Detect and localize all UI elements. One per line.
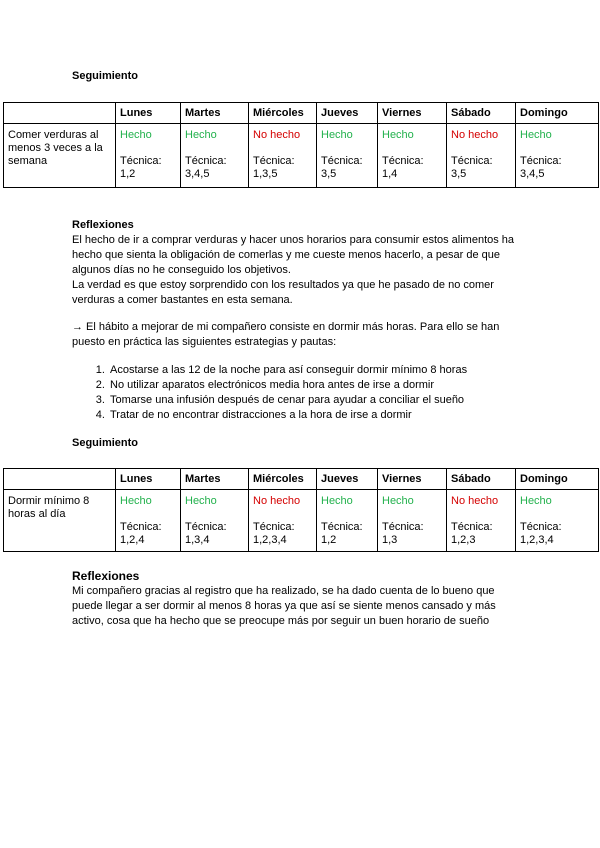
technique-value: 3,4,5 [185,168,210,180]
text-line: → El hábito a mejorar de mi compañero consiste en dormir más horas. Para ello se han [72,321,500,333]
day-header: Domingo [516,469,599,490]
day-cell [447,490,516,552]
day-cell [116,490,181,552]
day-cell [378,490,447,552]
list-item: 2. No utilizar aparatos electrónicos media hora antes de irse a dormir [108,378,568,393]
technique-value: 3,5 [451,168,467,180]
text-line: activo, cosa que ha hecho que se preocupe más por seguir un buen horario de sueño [72,615,490,627]
technique-value: 1,2,3,4 [520,534,554,546]
text-line: hecho que sienta la obligación de comerlas y me cueste menos hacerlo, a pesar de que [72,249,501,261]
technique-label: Técnica: [382,155,424,167]
list-item: 1. Acostarse a las 12 de la noche para así conseguir dormir mínimo 8 horas [108,363,568,378]
day-cell [516,124,599,188]
technique-label: Técnica: [120,155,162,167]
day-cell [181,490,249,552]
text-line: verduras a comer bastantes en esta semana. [72,294,293,306]
status-text: Hecho [382,495,414,507]
table-header-row [4,469,599,490]
day-header: Jueves [317,469,378,490]
text-line: puede llegar a ser dormir al menos 8 horas ya que así se siente menos cansado y más [72,600,496,612]
text-line: El hecho de ir a comprar verduras y hacer unos horarios para consumir estos alimentos ha [72,234,515,246]
reflection-paragraph [72,584,532,629]
status-text: No hecho [451,495,499,507]
technique-label: Técnica: [321,155,363,167]
status-text: Hecho [120,129,152,141]
status-text: Hecho [321,129,353,141]
header-empty-cell [4,469,116,490]
technique-label: Técnica: [520,155,562,167]
table-row [4,124,599,188]
status-text: Hecho [185,495,217,507]
technique-value: 1,2 [120,168,136,180]
text-line: puesto en práctica las siguientes estrategias y pautas: [72,336,337,348]
day-cell [116,124,181,188]
technique-label: Técnica: [253,155,295,167]
technique-value: 1,3 [382,534,398,546]
day-cell [317,490,378,552]
status-text: Hecho [321,495,353,507]
reflection-heading: Reflexiones [72,569,140,583]
reflection-heading: Reflexiones [72,219,134,231]
status-text: Hecho [382,129,414,141]
technique-value: 1,2,3,4 [253,534,287,546]
day-header: Miércoles [249,103,317,124]
technique-label: Técnica: [520,521,562,533]
technique-label: Técnica: [451,521,493,533]
status-text: Hecho [520,129,552,141]
header-empty-cell [4,103,116,124]
technique-value: 1,2 [321,534,337,546]
technique-label: Técnica: [185,155,227,167]
day-header: Domingo [516,103,599,124]
day-header: Martes [181,469,249,490]
text-line: algunos días no he conseguido los objetivos. [72,264,291,276]
technique-label: Técnica: [120,521,162,533]
table-header-row [4,103,599,124]
status-text: Hecho [120,495,152,507]
habit-cell: Comer verduras al menos 3 veces a la semana [4,124,116,188]
technique-value: 1,3,4 [185,534,210,546]
day-header: Viernes [378,469,447,490]
day-header: Lunes [116,469,181,490]
status-text: No hecho [253,129,301,141]
day-header: Sábado [447,103,516,124]
day-header: Miércoles [249,469,317,490]
day-header: Lunes [116,103,181,124]
technique-value: 3,5 [321,168,337,180]
technique-value: 1,2,3 [451,534,476,546]
status-text: Hecho [185,129,217,141]
status-text: No hecho [253,495,301,507]
day-cell [249,490,317,552]
tracking-table-2 [3,468,599,552]
day-header: Sábado [447,469,516,490]
day-header: Viernes [378,103,447,124]
strategies-list [72,363,568,423]
reflection-section-2 [72,568,532,629]
technique-value: 3,4,5 [520,168,545,180]
list-item: 4. Tratar de no encontrar distracciones a la hora de irse a dormir [108,408,568,423]
technique-label: Técnica: [382,521,424,533]
habit-intro [72,320,532,350]
reflection-section-1 [72,218,532,308]
reflection-paragraph [72,233,532,308]
status-text: No hecho [451,129,499,141]
day-cell [378,124,447,188]
text-line: La verdad es que estoy sorprendido con los resultados ya que he pasado de no comer [72,279,494,291]
day-header: Martes [181,103,249,124]
day-header: Jueves [317,103,378,124]
technique-label: Técnica: [185,521,227,533]
text-line: Mi compañero gracias al registro que ha realizado, se ha dado cuenta de lo bueno que [72,585,495,597]
table-row [4,490,599,552]
list-item: 3. Tomarse una infusión después de cenar para ayudar a conciliar el sueño [108,393,568,408]
day-cell [181,124,249,188]
status-text: Hecho [520,495,552,507]
habit-cell: Dormir mínimo 8 horas al día [4,490,116,552]
technique-label: Técnica: [451,155,493,167]
technique-label: Técnica: [321,521,363,533]
day-cell [317,124,378,188]
day-cell [516,490,599,552]
day-cell [249,124,317,188]
day-cell [447,124,516,188]
tracking-table-1 [3,102,599,188]
section1-heading: Seguimiento [72,70,139,82]
technique-value: 1,4 [382,168,398,180]
section2-heading: Seguimiento [72,437,139,449]
technique-label: Técnica: [253,521,295,533]
technique-value: 1,3,5 [253,168,278,180]
technique-value: 1,2,4 [120,534,145,546]
